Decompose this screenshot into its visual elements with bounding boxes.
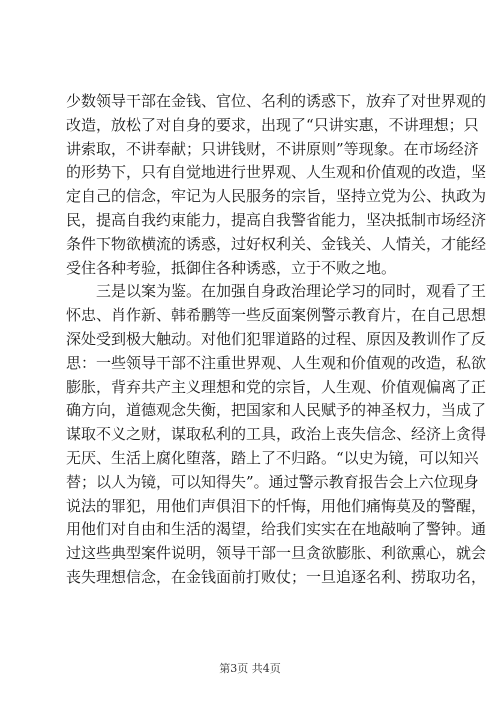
text-line: 条件下物欲横流的诱惑，过好权利关、金钱关、人情关，才能经 (66, 234, 487, 253)
text-line: 改造，放松了对自身的要求，出现了“只讲实惠，不讲理想；只 (66, 115, 479, 134)
text-line: 无厌、生活上腐化堕落，踏上了不归路。“以史为镜，可以知兴 (66, 448, 479, 467)
text-line: 确方向，道德观念失衡，把国家和人民赋予的神圣权力，当成了 (66, 401, 487, 420)
text-line: 膨胀，背弃共产主义理想和党的宗旨，人生观、价值观偏离了正 (66, 377, 487, 396)
text-line: 三是以案为鉴。在加强自身政治理论学习的同时，观看了王 (96, 282, 487, 301)
text-line: 说法的罪犯，用他们声俱泪下的忏悔，用他们痛悔莫及的警醒， (66, 496, 487, 515)
text-line: 替；以人为镜，可以知得失”。通过警示教育报告会上六位现身 (66, 472, 479, 491)
text-line: 丧失理想信念，在金钱面前打败仗；一旦追逐名利、捞取功名， (66, 567, 487, 586)
text-line: 讲索取，不讲奉献；只讲钱财，不讲原则”等现象。在市场经济 (66, 139, 479, 158)
text-line: 受住各种考验，抵御住各种诱惑，立于不败之地。 (66, 258, 397, 277)
text-line: 少数领导干部在金钱、官位、名利的诱惑下，放弃了对世界观的 (66, 92, 487, 110)
text-line: 思：一些领导干部不注重世界观、人生观和价值观的改造，私欲 (66, 353, 487, 372)
text-line: 定自己的信念，牢记为人民服务的宗旨，坚持立党为公、执政为 (66, 187, 487, 206)
text-line: 的形势下，只有自觉地进行世界观、人生观和价值观的改造，坚 (66, 163, 487, 182)
page-number-footer: 第3页 共4页 (219, 662, 281, 675)
document-body (66, 90, 487, 590)
text-line: 深处受到极大触动。对他们犯罪道路的过程、原因及教训作了反 (66, 329, 487, 348)
paragraph-1 (66, 90, 487, 280)
text-line: 过这些典型案件说明，领导干部一旦贪欲膨胀、利欲熏心，就会 (66, 544, 487, 563)
text-line: 怀忠、肖作新、韩希鹏等一些反面案例警示教育片，在自己思想 (66, 306, 487, 325)
text-line: 民，提高自我约束能力，提高自我警省能力，坚决抵制市场经济 (66, 210, 487, 229)
text-line: 用他们对自由和生活的渴望，给我们实实在在地敲响了警钟。通 (66, 520, 487, 539)
paragraph-2 (66, 280, 487, 589)
text-line: 谋取不义之财，谋取私利的工具，政治上丧失信念、经济上贪得 (66, 425, 487, 444)
